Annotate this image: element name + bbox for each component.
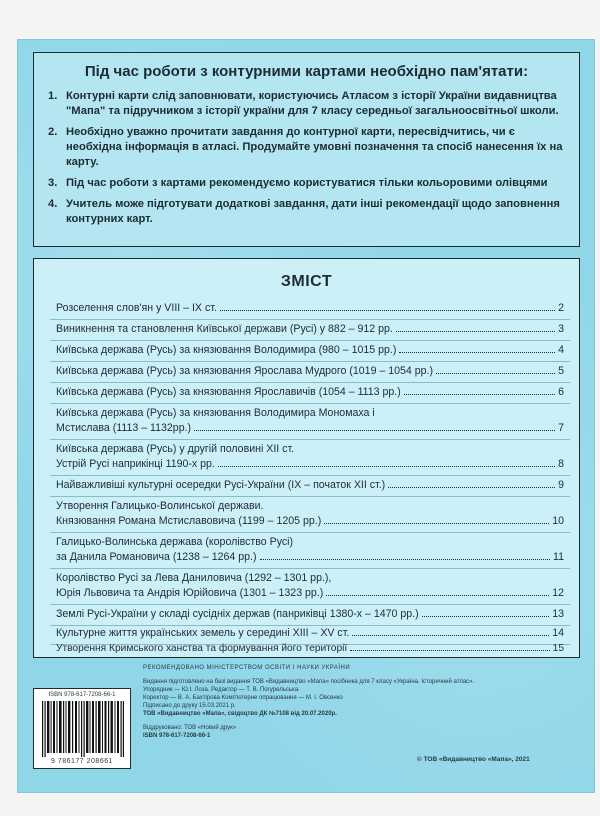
instructions-title: Під час роботи з контурними картами необхідно пам'ятати: [84, 63, 529, 80]
imprint-area [33, 664, 580, 779]
toc-page-number: 15 [552, 643, 564, 654]
toc-page-number: 7 [558, 422, 564, 434]
toc-entry[interactable]: Київська держава (Русь) за князювання Ярославичів (1054 – 1113 рр.) 6 [56, 385, 564, 400]
toc-page-number: 13 [552, 608, 564, 620]
toc-page-number: 9 [558, 479, 564, 491]
toc-page-number: 12 [552, 587, 564, 599]
imprint-text: РЕКОМЕНДОВАНО МІНІСТЕРСТВОМ ОСВІТИ І НАУКИ УКРАЇНИ Видання підготовлено на базі видання ТОВ «Видавництво «Мапа» посібника для 7 класу «Україна. Історичний атлас». Упорядник — Ю.І. Лоза. Редактор — Т. В. Погурельська. Коректор — В. А. Бахтірова Комп'ютерне опрацювання — М. І. Овсенко Підписано до друку 15.03.2021 р. ТОВ «Видавництво «Мапа», свідоцтво ДК №7108 від 20.07.2020р. Віддруковано: ТОВ «Новий друк» ISBN 978-617-7208-66-1 [143, 665, 475, 739]
instruction-item: 2. Необхідно уважно прочитати завдання до контурної карти, пересвідчитись, чи є необхідна інформація в атласі. Продумайте умовні позначення та спосіб нанесення їх на карту. [48, 126, 563, 168]
toc-page-number: 10 [552, 515, 564, 527]
instruction-item: 3. Під час роботи з картами рекомендуємо користуватися тільки кольоровими олівцями [48, 177, 548, 189]
instructions-box [33, 52, 580, 247]
toc-page-number: 3 [558, 323, 564, 335]
instruction-item: 4. Учитель може підготувати додаткові завдання, дати інші рекомендації щодо заповнення контурних карт. [48, 198, 560, 225]
toc-page-number: 4 [558, 344, 564, 356]
toc-entry[interactable]: Утворення Галицько-Волинської держави. Князювання Романа Мстиславовича (1199 – 1205 рр.) 10 [56, 499, 564, 529]
toc-entry[interactable]: Королівство Русі за Лева Даниловича (1292 – 1301 рр.), Юрія Львовича та Андрія Юрійовича (1301 – 1323 рр.) 12 [56, 571, 564, 601]
toc-entry[interactable]: Виникнення та становлення Київської держави (Русі) у 882 – 912 рр. 3 [56, 322, 564, 337]
toc-page-number: 2 [558, 302, 564, 314]
toc-entry[interactable]: Київська держава (Русь) у другій половині XII ст. Устрій Русі наприкінці 1190-х рр. 8 [56, 442, 564, 472]
instruction-item: 1. Контурні карти слід заповнювати, користуючись Атласом з історії України видавництва "Мапа" та підручником з історії україни для 7 класу середньої загальноосвітньої школи. [48, 90, 559, 117]
toc-entry[interactable]: Землі Русі-України у складі сусідніх держав (панриківці 1380-х – 1470 рр.) 13 [56, 607, 564, 622]
toc-entry[interactable]: Культурне життя українських земель у середині XIII – XV ст. 14 [56, 626, 564, 641]
toc-page-number: 6 [558, 386, 564, 398]
toc-entry[interactable]: Київська держава (Русь) за князювання Володимира Мономаха і Мстислава (1113 – 1132рр.) 7 [56, 406, 564, 436]
toc-entry[interactable]: Галицько-Волинська держава (королівство Русі) за Данила Романовича (1238 – 1264 рр.) 11 [56, 535, 564, 565]
table-of-contents [33, 258, 580, 658]
copyright: © ТОВ «Видавництво «Мапа», 2021 [417, 756, 530, 763]
toc-entry[interactable]: Розселення слов'ян у VIII – IX ст. 2 [56, 301, 564, 316]
toc-entry[interactable]: Київська держава (Русь) за князювання Ярослава Мудрого (1019 – 1054 рр.) 5 [56, 364, 564, 379]
instructions-list [48, 89, 566, 233]
toc-page-number: 11 [553, 551, 564, 563]
toc-entry[interactable]: Київська держава (Русь) за князювання Володимира (980 – 1015 рр.) 4 [56, 343, 564, 358]
toc-entry[interactable]: Найважливіші культурні осередки Русі-України (IX – початок XII ст.) 9 [56, 478, 564, 493]
barcode-icon [42, 701, 124, 757]
barcode: ISBN 978-617-7208-66-1 9 786177 208661 [33, 688, 131, 769]
toc-entry[interactable]: Утворення Кримського ханства та формування його території 15 [56, 643, 564, 654]
toc-page-number: 5 [558, 365, 564, 377]
toc-page-number: 14 [552, 627, 564, 639]
toc-title: ЗМІСТ [280, 273, 333, 290]
toc-page-number: 8 [558, 458, 564, 470]
